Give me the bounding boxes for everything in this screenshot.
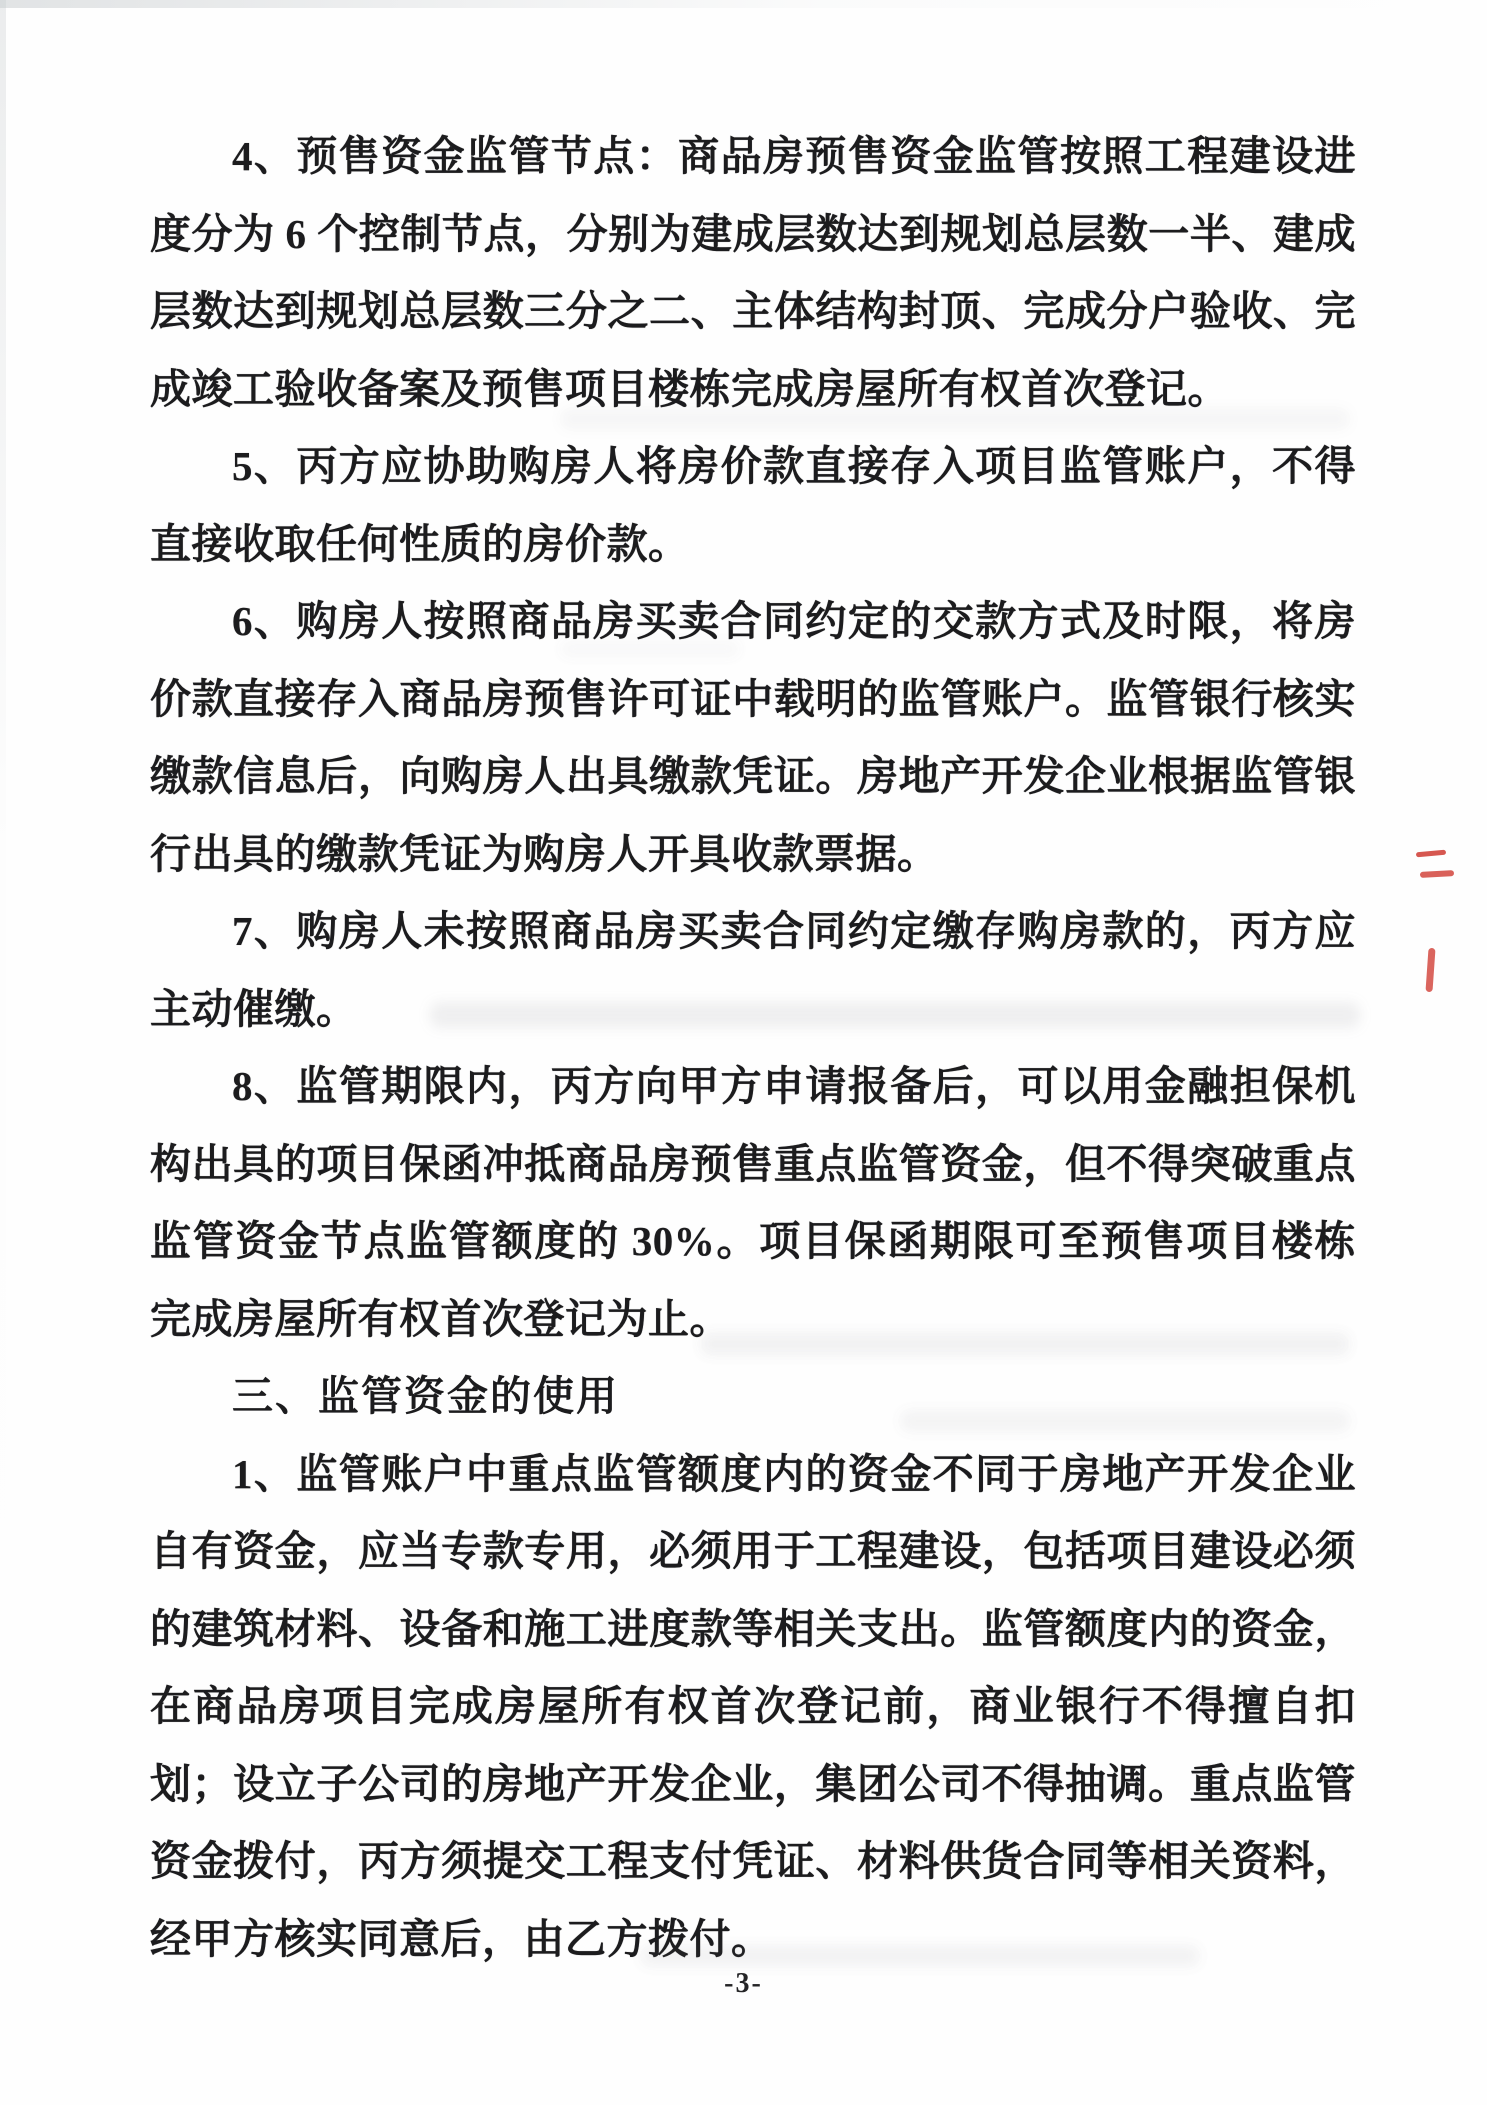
- paragraph-supervision-node-4: 4、预售资金监管节点：商品房预售资金监管按照工程建设进度分为 6 个控制节点，分别为建成层数达到规划总层数一半、建成层数达到规划总层数三分之二、主体结构封顶、完成分户验收、完成竣工验收备案及预售项目楼栋完成房屋所有权首次登记。: [150, 133, 1356, 412]
- paragraph-overdue-reminder-7: 7、购房人未按照商品房买卖合同约定缴存购房款的，丙方应主动催缴。: [150, 908, 1356, 1032]
- document-body: [150, 118, 1356, 1978]
- scan-edge-shadow-left: [0, 0, 6, 2105]
- paragraph-fund-usage-1: 1、监管账户中重点监管额度内的资金不同于房地产开发企业自有资金，应当专款专用，必须用于工程建设，包括项目建设必须的建筑材料、设备和施工进度款等相关支出。监管额度内的资金，在商品房项目完成房屋所有权首次登记前，商业银行不得擅自扣划；设立子公司的房地产开发企业，集团公司不得抽调。重点监管资金拨付，丙方须提交工程支付凭证、材料供货合同等相关资料，经甲方核实同意后，由乙方拨付。: [150, 1450, 1356, 1962]
- red-pen-dash-mark-1: [1416, 850, 1446, 858]
- red-pen-dash-mark-2: [1420, 870, 1454, 878]
- red-pen-vertical-stroke: [1425, 948, 1435, 992]
- paragraph-payment-method-6: 6、购房人按照商品房买卖合同约定的交款方式及时限，将房价款直接存入商品房预售许可证中载明的监管账户。监管银行核实缴款信息后，向购房人出具缴款凭证。房地产开发企业根据监管银行出具的缴款凭证为购房人开具收款票据。: [150, 598, 1356, 877]
- section-heading-fund-usage: 三、监管资金的使用: [232, 1373, 619, 1419]
- page-number: -3-: [724, 1968, 763, 1999]
- scan-edge-shadow-top: [0, 0, 1487, 8]
- paragraph-deposit-assist-5: 5、丙方应协助购房人将房价款直接存入项目监管账户，不得直接收取任何性质的房价款。: [150, 443, 1356, 567]
- paragraph-guarantee-letter-8: 8、监管期限内，丙方向甲方申请报备后，可以用金融担保机构出具的项目保函冲抵商品房预售重点监管资金，但不得突破重点监管资金节点监管额度的 30%。项目保函期限可至预售项目楼栋完成房屋所有权首次登记为止。: [150, 1063, 1356, 1342]
